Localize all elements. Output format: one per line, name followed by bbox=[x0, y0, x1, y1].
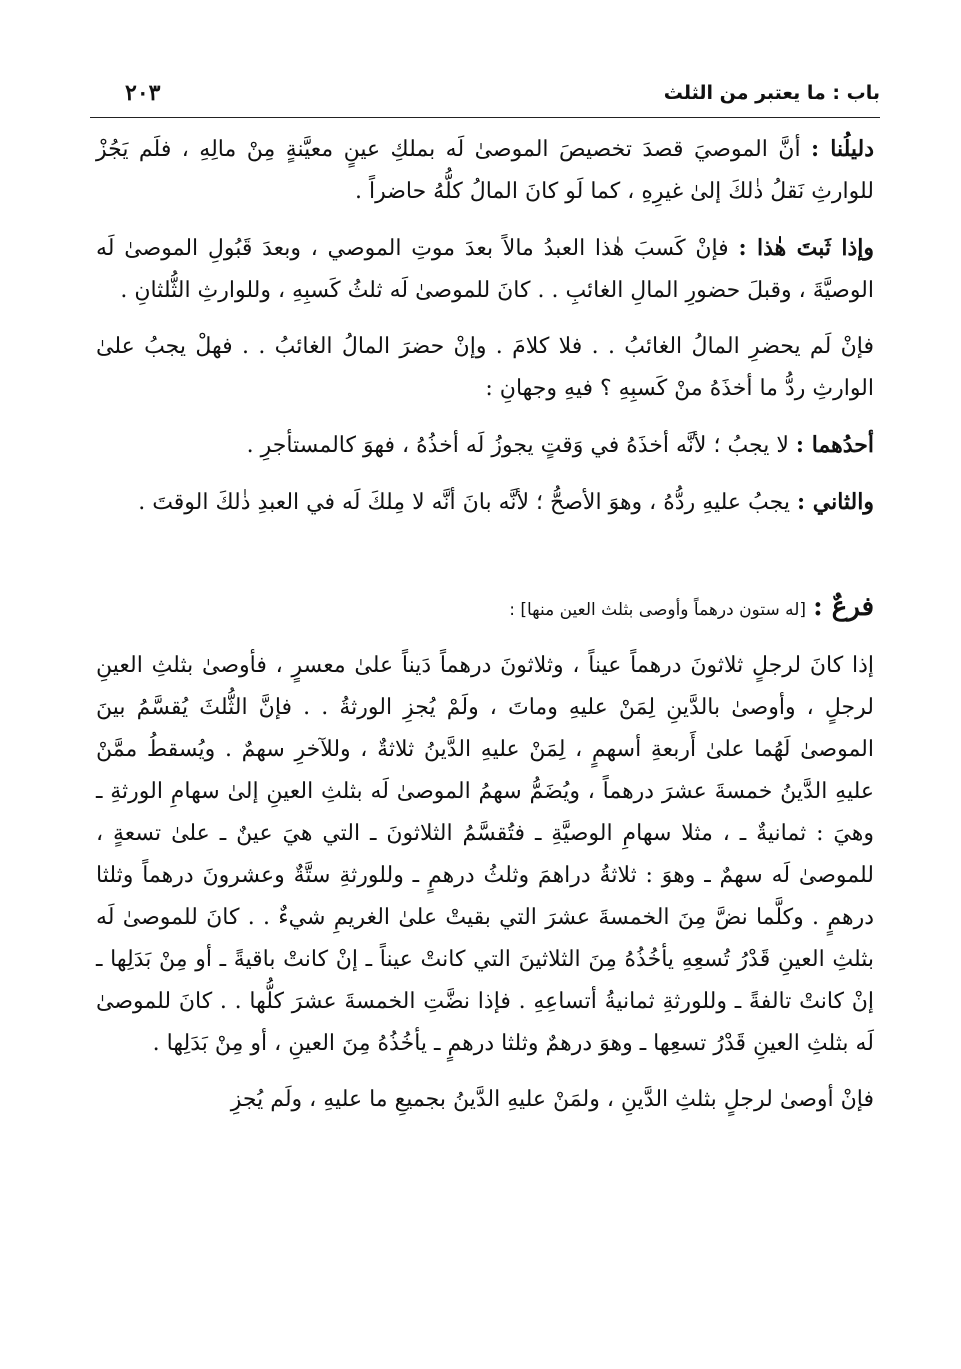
paragraph bbox=[96, 1079, 874, 1121]
paragraph-text: فإنْ لَم يحضرِ المالُ الغائبُ . . فلا كلامَ . وإنْ حضرَ المالُ الغائبُ . . فهلْ يجبُ علىٰ الوارثِ ردُّ ما أخذَهُ منْ كَسبِهِ ؟ فيهِ وجهانِ : bbox=[96, 334, 874, 401]
paragraph bbox=[96, 326, 874, 410]
paragraph-lead: والثاني : bbox=[796, 489, 874, 515]
paragraph-lead: دليلُنا : bbox=[811, 136, 875, 162]
paragraph bbox=[96, 227, 874, 312]
page-header bbox=[90, 80, 880, 114]
paragraph bbox=[96, 128, 874, 213]
paragraph bbox=[96, 645, 874, 1065]
paragraph-lead: وإذا ثَبتَ هٰذا : bbox=[738, 235, 875, 261]
paragraph-text: إذا كانَ لرجلٍ ثلاثونَ درهماً عيناً ، وثلاثونَ درهماً دَيناً علىٰ معسرٍ ، فأوصىٰ بثلثِ العينِ لرجلٍ ، وأوصىٰ بالدَّينِ لِمَنْ عليهِ وماتَ ، ولَمْ يُجزِ الورثةُ . . فإنَّ الثُّلثَ يُقسَّمُ بينَ الموصىٰ لَهُما علىٰ أَربعةِ أسهمٍ ، لِمَنْ عليهِ الدَّينُ ثلاثةٌ ، وللآخرِ سهمٌ . ويُسقطُ ممَّنْ عليهِ الدَّينُ خمسةَ عشرَ درهماً ، ويُضَمُّ سهمُ الموصىٰ لَه بثلثِ العينِ إلىٰ سهامِ الورثةِ ـ وهيَ : ثمانيةٌ ـ ، مثلا سهامِ الوصيَّةِ ـ فتُقسَّمُ الثلاثونَ ـ التي هيَ عينٌ ـ علىٰ تسعةٍ ، للموصىٰ لَه سهمٌ ـ وهوَ : ثلاثةُ دراهمَ وثلثُ درهمٍ ـ وللورثةِ ستَّةٌ وعشرونَ درهماً وثلثا درهمٍ . وكلَّما نضَّ مِنَ الخمسةَ عشرَ التي بقيتْ علىٰ الغريمِ شيءٌ . . كانَ للموصىٰ لَه بثلثِ العينِ قَدْرُ تُسعِهِ يأخُذُهُ مِنَ الثلاثينَ التي كانتْ عيناً ـ إنْ كانتْ باقيةً ـ أو مِنْ بَدَلِها ـ إنْ كانتْ تالفةً ـ وللورثةِ ثمانيةُ أتساعِهِ . فإذا نضَّتِ الخمسةَ عشرَ كلُّها . . كانَ للموصىٰ لَه بثلثِ العينِ قَدْرُ تسعِها ـ وهوَ درهمٌ وثلثا درهمٍ ـ يأخُذُهُ مِنَ العينِ ، أو مِنْ بَدَلِها . bbox=[96, 653, 874, 1056]
paragraph-text: لا يجبُ ؛ لأنَّه أخذَهُ في وَقتٍ يجوزُ لَه أخذُهُ ، فهوَ كالمستأجرِ . bbox=[246, 433, 796, 458]
paragraph-text: فإنْ أوصىٰ لرجلٍ بثلثِ الدَّينِ ، ولمَنْ عليهِ الدَّينُ بجميعِ ما عليهِ ، ولَم يُجزِ bbox=[230, 1087, 874, 1112]
paragraph bbox=[96, 424, 874, 467]
page-body bbox=[96, 128, 874, 1121]
section-spacer bbox=[96, 524, 874, 586]
section-heading bbox=[96, 586, 874, 631]
paragraph-text: أنَّ الموصيَ قصدَ تخصيصَ الموصىٰ لَه بملكِ عينٍ معيَّنةٍ مِنْ مالِهِ ، فلَم يَجُزْ للوارثِ نَقلُ ذٰلكَ إلىٰ غيرِهِ ، كما لَو كانَ المالُ كلُّهُ حاضراً . bbox=[96, 137, 874, 204]
paragraph bbox=[96, 481, 874, 524]
header-divider bbox=[90, 117, 880, 118]
running-title: باب : ما يعتبر من الثلث bbox=[663, 82, 880, 104]
paragraph-text: فإنْ كَسبَ هٰذا العبدُ مالاً بعدَ موتِ الموصي ، وبعدَ قَبُولِ الموصىٰ لَه الوصيَّةَ ، وقبلَ حضورِ المالِ الغائبِ . . كانَ للموصىٰ لَه ثلثُ كَسبِهِ ، وللوارثِ الثُّلثانِ . bbox=[96, 236, 874, 303]
section-note: [له ستون درهماً وأوصى بثلث العين منها] : bbox=[509, 600, 807, 620]
paragraph-lead: أحدُهما : bbox=[795, 432, 874, 458]
section-label: فرعٌ : bbox=[813, 592, 874, 622]
page-number: ٢٠٣ bbox=[125, 80, 161, 106]
paragraph-text: يجبُ عليهِ ردُّهُ ، وهوَ الأصحُّ ؛ لأنَّه بانَ أنَّه لا مِلكَ لَه في العبدِ ذٰلكَ الوقتَ . bbox=[138, 490, 797, 515]
